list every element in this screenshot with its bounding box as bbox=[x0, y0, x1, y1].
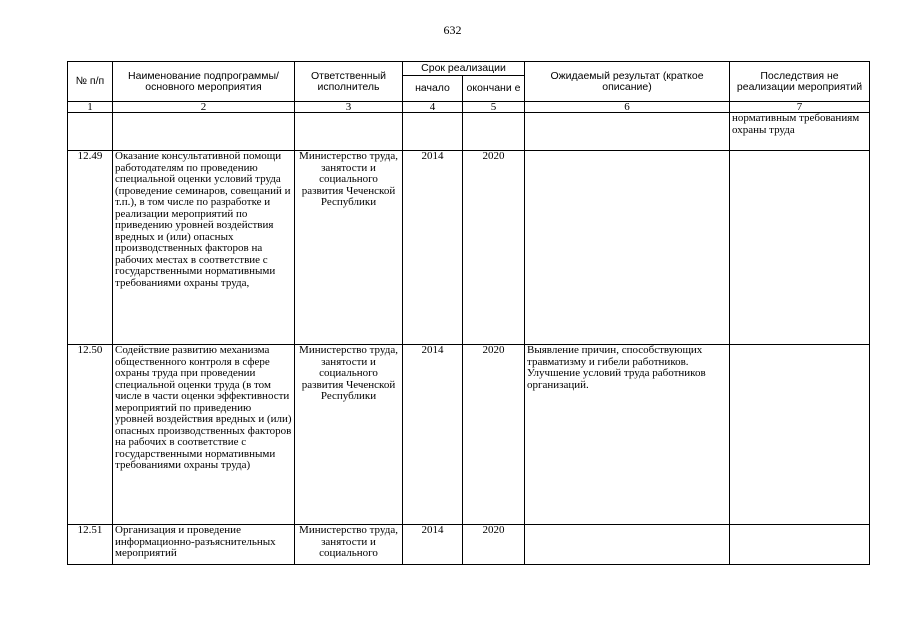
cell-name bbox=[113, 113, 295, 151]
table-row bbox=[68, 151, 870, 345]
cell-result bbox=[525, 113, 730, 151]
cell-start: 2014 bbox=[403, 525, 463, 565]
cell-num: 12.50 bbox=[68, 345, 113, 525]
cell-name: Организация и проведение информационно-разъяснительных мероприятий bbox=[113, 525, 295, 565]
cell-name: Содействие развитию механизма общественного контроля в сфере охраны труда при проведении специальной оценки труда (в том числе в части оценки эффективности мероприятий по приведению уровней воздействия вредных и (или) опасных производственных факторов на рабочих в соответствие с государственными нормативными требованиями охраны труда) bbox=[113, 345, 295, 525]
column-number: 7 bbox=[730, 102, 870, 113]
column-number: 1 bbox=[68, 102, 113, 113]
column-number: 5 bbox=[463, 102, 525, 113]
cell-end: 2020 bbox=[463, 525, 525, 565]
cell-consequences bbox=[730, 525, 870, 565]
cell-start bbox=[403, 113, 463, 151]
cell-start: 2014 bbox=[403, 345, 463, 525]
cell-num bbox=[68, 113, 113, 151]
cell-consequences: нормативным требованиям охраны труда bbox=[730, 113, 870, 151]
column-number: 4 bbox=[403, 102, 463, 113]
table-row bbox=[68, 345, 870, 525]
table-row bbox=[68, 113, 870, 151]
cell-executor bbox=[295, 113, 403, 151]
cell-consequences bbox=[730, 151, 870, 345]
cell-result bbox=[525, 151, 730, 345]
header-start: начало bbox=[403, 76, 463, 102]
header-num: № п/п bbox=[68, 62, 113, 102]
header-name: Наименование подпрограммы/ основного мероприятия bbox=[113, 62, 295, 102]
cell-end bbox=[463, 113, 525, 151]
cell-name: Оказание консультативной помощи работодателям по проведению специальной оценки условий труда (проведение семинаров, совещаний и т.п.), в том числе по разработке и реализации мероприятий по приведению уровней воздействия вредных и (или) опасных производственных факторов на рабочих местах в соответствие с государственными нормативными требованиями охраны труда, bbox=[113, 151, 295, 345]
cell-end: 2020 bbox=[463, 151, 525, 345]
cell-num: 12.49 bbox=[68, 151, 113, 345]
cell-executor: Министерство труда, занятости и социального развития Чеченской Республики bbox=[295, 345, 403, 525]
program-table bbox=[67, 61, 870, 565]
column-numbers-row bbox=[68, 102, 870, 113]
header-consequences: Последствия не реализации мероприятий bbox=[730, 62, 870, 102]
cell-end: 2020 bbox=[463, 345, 525, 525]
cell-consequences bbox=[730, 345, 870, 525]
page-number: 632 bbox=[443, 23, 462, 37]
cell-result: Выявление причин, способствующих травматизму и гибели работников. Улучшение условий труда работников организаций. bbox=[525, 345, 730, 525]
column-number: 2 bbox=[113, 102, 295, 113]
cell-result bbox=[525, 525, 730, 565]
header-result: Ожидаемый результат (краткое описание) bbox=[525, 62, 730, 102]
cell-executor: Министерство труда, занятости и социального развития Чеченской Республики bbox=[295, 151, 403, 345]
column-number: 3 bbox=[295, 102, 403, 113]
header-end: окончани е bbox=[463, 76, 525, 102]
table-row bbox=[68, 525, 870, 565]
header-period: Срок реализации bbox=[403, 62, 525, 76]
cell-executor: Министерство труда, занятости и социального bbox=[295, 525, 403, 565]
cell-num: 12.51 bbox=[68, 525, 113, 565]
cell-start: 2014 bbox=[403, 151, 463, 345]
header-executor: Ответственный исполнитель bbox=[295, 62, 403, 102]
column-number: 6 bbox=[525, 102, 730, 113]
